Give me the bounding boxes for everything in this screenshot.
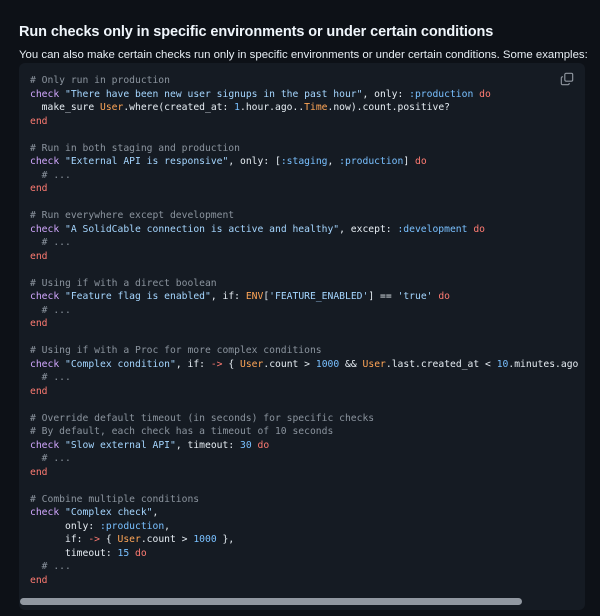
code-token: "Slow external API" bbox=[65, 439, 176, 451]
code-line bbox=[30, 425, 578, 439]
code-line bbox=[30, 533, 578, 547]
code-token: # Using if with a Proc for more complex conditions bbox=[30, 345, 322, 356]
code-line bbox=[30, 412, 578, 426]
section-intro: You can also make certain checks run only in specific environments or under certain conditions. Some examples: bbox=[19, 49, 588, 62]
code-token: 1000 bbox=[193, 534, 217, 545]
code-line bbox=[30, 547, 578, 561]
code-line bbox=[30, 142, 578, 156]
code-line bbox=[30, 520, 578, 534]
code-token: :staging bbox=[280, 156, 328, 167]
code-token: # ... bbox=[41, 304, 71, 316]
code-line bbox=[30, 574, 578, 588]
code-token: end bbox=[30, 318, 48, 329]
code-token: check bbox=[30, 223, 60, 235]
code-line bbox=[30, 88, 578, 102]
code-token: 'FEATURE_ENABLED' bbox=[269, 291, 369, 302]
code-token: "External API is responsive" bbox=[65, 156, 229, 167]
code-line bbox=[30, 263, 578, 277]
code-token: , bbox=[164, 520, 170, 532]
code-token: 1000 bbox=[315, 358, 340, 370]
code-line bbox=[30, 358, 578, 372]
code-token: :development bbox=[397, 223, 468, 235]
code-token: .count > bbox=[140, 534, 194, 545]
code-token bbox=[30, 453, 42, 464]
code-token: .minutes.ago bbox=[508, 358, 579, 370]
code-token: { bbox=[100, 534, 118, 545]
code-token: { bbox=[222, 358, 241, 370]
code-token: User bbox=[117, 534, 141, 545]
code-token: "Complex check" bbox=[65, 507, 153, 518]
code-token: end bbox=[30, 115, 48, 127]
code-token: User bbox=[240, 358, 264, 370]
code-token: -> bbox=[88, 534, 100, 545]
code-line bbox=[30, 250, 578, 264]
code-token: ENV bbox=[245, 291, 264, 302]
code-token: # Override default timeout (in seconds) for specific checks bbox=[30, 412, 375, 424]
code-token: 1 bbox=[234, 102, 241, 113]
code-line bbox=[30, 331, 578, 345]
code-token: end bbox=[30, 466, 48, 478]
code-line bbox=[30, 223, 578, 237]
code-line bbox=[30, 290, 578, 304]
code-token: "A SolidCable connection is active and healthy" bbox=[65, 223, 340, 235]
code-token: }, bbox=[216, 534, 235, 545]
code-line bbox=[30, 236, 578, 250]
code-token: 15 bbox=[117, 547, 130, 559]
code-token: :production bbox=[100, 520, 165, 532]
code-line bbox=[30, 182, 578, 196]
code-token: do bbox=[257, 439, 270, 451]
code-line bbox=[30, 506, 578, 520]
code-token: # ... bbox=[41, 561, 71, 572]
code-token: check bbox=[30, 88, 60, 100]
code-token: .where(created_at: bbox=[123, 102, 235, 113]
code-token: check bbox=[30, 156, 60, 167]
code-token: # Combine multiple conditions bbox=[30, 493, 200, 505]
code-token: end bbox=[30, 183, 48, 194]
code-line bbox=[30, 398, 578, 412]
code-token: .now).count.positive? bbox=[327, 102, 450, 113]
code-line bbox=[30, 385, 578, 399]
code-token: end bbox=[30, 574, 48, 586]
code-line bbox=[30, 128, 578, 142]
code-token: check bbox=[30, 507, 60, 518]
code-token: # Using if with a direct boolean bbox=[30, 277, 217, 289]
code-token: only: bbox=[30, 520, 100, 532]
code-token: end bbox=[30, 250, 48, 262]
code-line bbox=[30, 155, 578, 169]
code-token: 'true' bbox=[397, 291, 433, 302]
code-token: 10 bbox=[496, 358, 509, 370]
code-token: , only: [ bbox=[228, 156, 281, 167]
code-token: User bbox=[100, 102, 124, 113]
code-token: end bbox=[30, 385, 48, 397]
code-line bbox=[30, 466, 578, 480]
code-token: -> bbox=[210, 358, 223, 370]
code-token: # ... bbox=[41, 372, 71, 383]
code-token: check bbox=[30, 439, 60, 451]
code-token: .hour.ago.. bbox=[240, 102, 305, 113]
code-line bbox=[30, 74, 578, 88]
code-token: [ bbox=[263, 291, 270, 302]
code-token: # ... bbox=[41, 169, 71, 181]
code-line bbox=[30, 304, 578, 318]
code-token: :production bbox=[339, 156, 404, 167]
code-line bbox=[30, 277, 578, 291]
code-token: "There have been new user signups in the past hour" bbox=[65, 88, 363, 100]
scrollbar-thumb[interactable] bbox=[20, 598, 522, 605]
code-token: "Complex condition" bbox=[65, 358, 176, 370]
code-token: 30 bbox=[240, 439, 252, 451]
code-token: # ... bbox=[41, 237, 71, 248]
code-token bbox=[30, 561, 42, 572]
code-line bbox=[30, 452, 578, 466]
code-line bbox=[30, 439, 578, 453]
code-token: make_sure bbox=[30, 102, 100, 113]
code-token: :production bbox=[409, 88, 474, 100]
code-token: && bbox=[339, 358, 363, 370]
horizontal-scrollbar[interactable] bbox=[19, 597, 585, 606]
code-token bbox=[30, 170, 42, 181]
code-token: , only: bbox=[362, 88, 410, 100]
code-token: .last.created_at < bbox=[385, 358, 497, 370]
code-token: ] bbox=[403, 156, 415, 167]
code-token: , if: bbox=[175, 358, 211, 370]
code-token: if: bbox=[30, 534, 89, 545]
code-token: "Feature flag is enabled" bbox=[65, 291, 211, 302]
code-line bbox=[30, 209, 578, 223]
code-token bbox=[30, 372, 42, 383]
code-token: do bbox=[415, 156, 427, 167]
code-token: User bbox=[362, 358, 386, 370]
code-line bbox=[30, 101, 578, 115]
code-token: # ... bbox=[41, 453, 71, 464]
code-token: , except: bbox=[339, 223, 398, 235]
code-token: ] == bbox=[368, 291, 398, 302]
code-token: , bbox=[152, 507, 159, 518]
code-token: # By default, each check has a timeout of 10 seconds bbox=[30, 426, 334, 437]
code-content bbox=[30, 74, 578, 587]
code-token: check bbox=[30, 291, 60, 302]
section-heading: Run checks only in specific environments or under certain conditions bbox=[19, 23, 494, 40]
code-line bbox=[30, 344, 578, 358]
code-token: , bbox=[327, 156, 340, 167]
code-token: do bbox=[135, 547, 147, 559]
code-block bbox=[19, 63, 585, 610]
code-token: , timeout: bbox=[175, 439, 240, 451]
code-token: do bbox=[438, 291, 451, 302]
code-line bbox=[30, 115, 578, 129]
code-line bbox=[30, 479, 578, 493]
code-token: .count > bbox=[263, 358, 316, 370]
code-token bbox=[30, 305, 42, 316]
code-token: # Run everywhere except development bbox=[30, 210, 235, 221]
code-token: # Run in both staging and production bbox=[30, 142, 240, 154]
code-line bbox=[30, 169, 578, 183]
code-token: do bbox=[473, 223, 485, 235]
code-token: check bbox=[30, 358, 60, 370]
code-line bbox=[30, 317, 578, 331]
code-token: Time bbox=[304, 102, 328, 113]
code-token: , if: bbox=[210, 291, 246, 302]
code-token: # Only run in production bbox=[30, 75, 170, 86]
code-line bbox=[30, 560, 578, 574]
code-token: do bbox=[479, 88, 491, 100]
code-line bbox=[30, 371, 578, 385]
code-line bbox=[30, 196, 578, 210]
code-token bbox=[30, 237, 42, 248]
code-token: timeout: bbox=[30, 547, 118, 559]
code-line bbox=[30, 493, 578, 507]
